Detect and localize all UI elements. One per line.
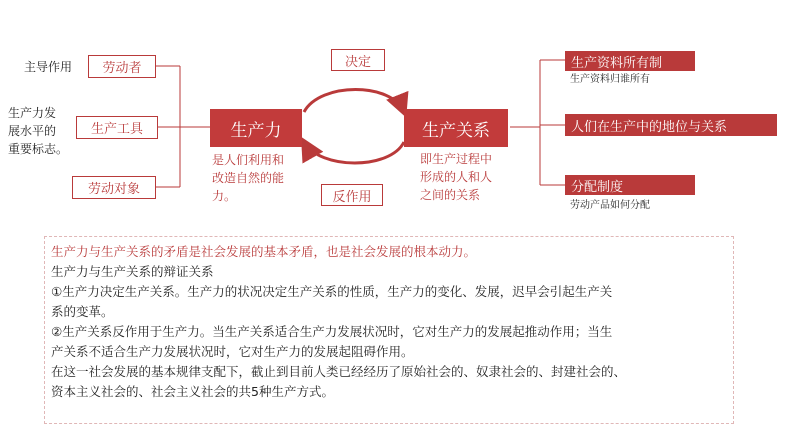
text-line-1: 生产力与生产关系的矛盾是社会发展的基本矛盾，也是社会发展的根本动力。 [51, 244, 477, 259]
productive-forces-box: 生产力 [210, 109, 302, 147]
relations-desc-2: 形成的人和人 [420, 170, 493, 184]
text-line-4: 系的变革。 [51, 304, 114, 319]
productive-forces-desc-2: 改造自然的能 [212, 171, 285, 185]
text-line-8: 资本主义社会的、社会主义社会的共5种生产方式。 [51, 384, 334, 399]
note-distribution: 劳动产品如何分配 [570, 200, 650, 211]
text-line-6: 产关系不适合生产力发展状况时，它对生产力的发展起阻碍作用。 [51, 344, 414, 359]
text-line-5: ②生产关系反作用于生产力。当生产关系适合生产力发展状况时，它对生产力的发展起推动作用；当生 [51, 324, 613, 339]
productive-forces-desc-3: 力。 [212, 189, 237, 203]
box-position-relations: 人们在生产中的地位与关系 [565, 114, 777, 136]
box-labor-object: 劳动对象 [72, 176, 156, 199]
box-distribution: 分配制度 [565, 175, 695, 195]
label-reacts: 反作用 [321, 184, 383, 206]
text-line-3: ①生产力决定生产关系。生产力的状况决定生产关系的性质，生产力的变化、发展，迟早会引起生产关 [51, 284, 613, 299]
box-tools: 生产工具 [76, 116, 158, 139]
right-bracket-lines [510, 60, 565, 185]
text-line-2: 生产力与生产关系的辩证关系 [51, 264, 214, 279]
productive-forces-desc-1: 是人们利用和 [212, 153, 285, 167]
left-note-mid-1: 生产力发 [8, 106, 57, 120]
relations-desc-1: 即生产过程中 [420, 152, 493, 166]
determines-arc [304, 90, 404, 113]
text-line-7: 在这一社会发展的基本规律支配下，截止到目前人类已经经历了原始社会的、奴隶社会的、封建社会的、 [51, 364, 627, 379]
reacts-arc [304, 142, 404, 163]
left-note-mid-3: 重要标志。 [8, 142, 69, 156]
left-bracket-lines [156, 66, 210, 187]
box-ownership: 生产资料所有制 [565, 51, 695, 71]
label-determines: 决定 [331, 49, 385, 71]
left-note-mid-2: 展水平的 [8, 124, 57, 138]
note-ownership: 生产资料归谁所有 [570, 74, 650, 85]
summary-text-box [44, 236, 734, 424]
relations-desc-3: 之间的关系 [420, 188, 481, 202]
left-note-dominant: 主导作用 [24, 60, 73, 74]
production-relations-box: 生产关系 [404, 109, 508, 147]
box-laborer: 劳动者 [88, 55, 156, 78]
